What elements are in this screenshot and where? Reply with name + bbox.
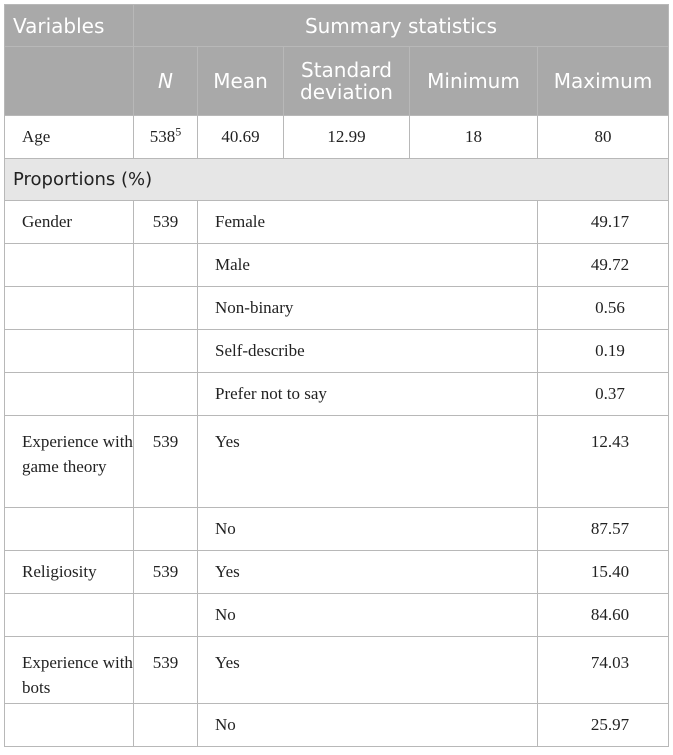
summary-statistics-table [4,4,669,747]
table-row [5,244,669,287]
variable-cell: Experience with game theory [5,416,134,508]
value-cell: 49.17 [538,201,669,244]
variable-cell [5,594,134,637]
n-cell [134,704,198,747]
table-row [5,373,669,416]
value-cell: 87.57 [538,508,669,551]
age-row [5,116,669,159]
category-cell: Female [198,201,538,244]
header-minimum: Minimum [410,47,538,116]
header-empty-cell [5,47,134,116]
header-summary-statistics: Summary statistics [134,5,669,47]
category-cell: Self-describe [198,330,538,373]
n-cell: 539 [134,416,198,508]
variable-cell: Experience with bots [5,637,134,704]
n-cell [134,594,198,637]
category-cell: Male [198,244,538,287]
table-row [5,551,669,594]
age-n-footnote: 5 [175,124,182,139]
value-cell: 0.37 [538,373,669,416]
value-cell: 0.56 [538,287,669,330]
table-row [5,201,669,244]
category-cell: Yes [198,551,538,594]
n-cell [134,244,198,287]
n-cell: 539 [134,551,198,594]
section-row [5,159,669,201]
n-cell: 539 [134,637,198,704]
age-sd: 12.99 [284,116,410,159]
header-n: N [134,47,198,116]
category-cell: No [198,704,538,747]
header-standard-deviation: Standard deviation [284,47,410,116]
value-cell: 12.43 [538,416,669,508]
category-cell: No [198,594,538,637]
age-n [134,116,198,159]
age-n-value: 538 [149,127,176,146]
header-maximum: Maximum [538,47,669,116]
value-cell: 49.72 [538,244,669,287]
variable-cell [5,330,134,373]
n-cell [134,287,198,330]
value-cell: 15.40 [538,551,669,594]
category-cell: Non-binary [198,287,538,330]
section-title: Proportions (%) [5,159,669,201]
value-cell: 74.03 [538,637,669,704]
n-cell [134,373,198,416]
age-label: Age [5,116,134,159]
variable-cell: Religiosity [5,551,134,594]
variable-cell [5,287,134,330]
variable-cell [5,373,134,416]
variable-cell [5,244,134,287]
age-max: 80 [538,116,669,159]
category-cell: Prefer not to say [198,373,538,416]
category-cell: Yes [198,637,538,704]
n-cell [134,330,198,373]
table-row [5,637,669,704]
table-row [5,508,669,551]
table-row [5,287,669,330]
n-cell: 539 [134,201,198,244]
table-row [5,330,669,373]
header-row-2 [5,47,669,116]
value-cell: 25.97 [538,704,669,747]
variable-cell: Gender [5,201,134,244]
age-min: 18 [410,116,538,159]
value-cell: 0.19 [538,330,669,373]
n-cell [134,508,198,551]
header-variables: Variables [5,5,134,47]
age-mean: 40.69 [198,116,284,159]
variable-cell [5,508,134,551]
value-cell: 84.60 [538,594,669,637]
category-cell: Yes [198,416,538,508]
header-mean: Mean [198,47,284,116]
header-row-1 [5,5,669,47]
category-cell: No [198,508,538,551]
variable-cell [5,704,134,747]
table-row [5,594,669,637]
table-row [5,416,669,508]
table-row [5,704,669,747]
